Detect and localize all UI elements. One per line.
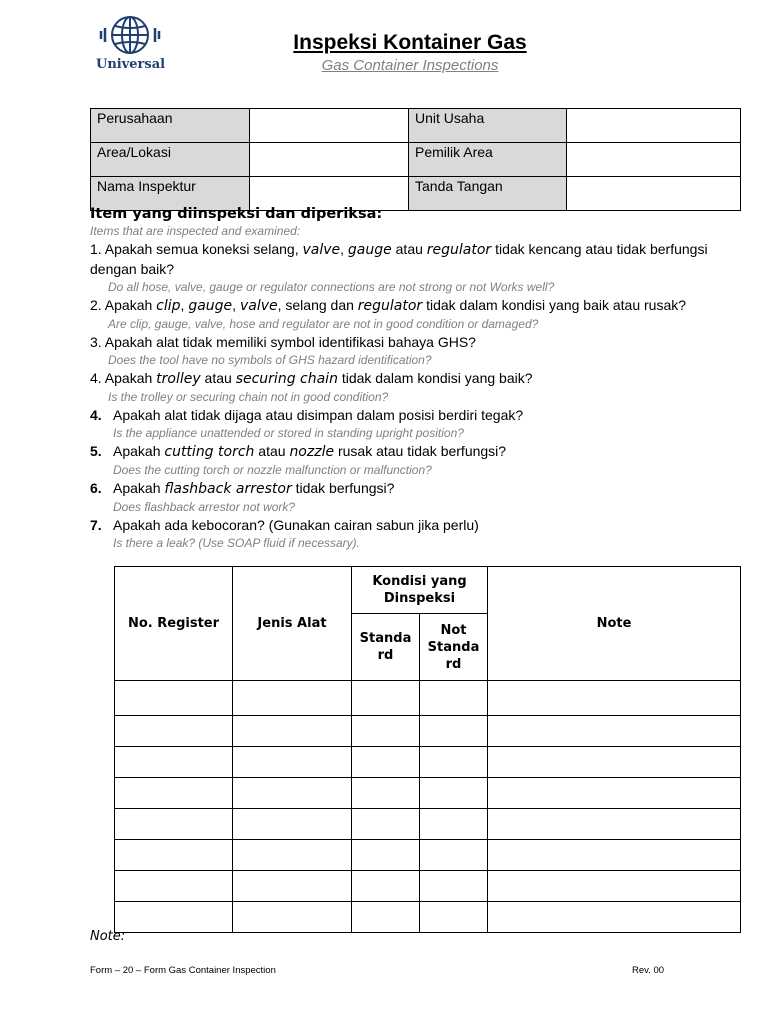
not-standard-cell[interactable] xyxy=(420,809,488,840)
label-unit-usaha: Unit Usaha xyxy=(409,109,567,143)
q-text: , xyxy=(232,297,240,313)
not-standard-cell[interactable] xyxy=(420,681,488,716)
pemilik-area-field[interactable] xyxy=(567,143,741,177)
table-header-row xyxy=(115,567,741,614)
page-subtitle: Gas Container Inspections xyxy=(321,57,499,74)
jenis-alat-cell[interactable] xyxy=(233,902,352,933)
q-term: gauge xyxy=(347,242,392,258)
question-8 xyxy=(90,516,740,535)
no-register-cell[interactable] xyxy=(115,778,233,809)
q-text: , selang dan xyxy=(277,297,358,313)
q-text: tidak dalam kondisi yang baik? xyxy=(337,370,533,386)
no-register-cell[interactable] xyxy=(115,840,233,871)
col-note: Note xyxy=(488,567,741,681)
standard-cell[interactable] xyxy=(352,809,420,840)
section-title: Item yang diinspeksi dan diperiksa: xyxy=(90,206,383,222)
table-row xyxy=(115,716,741,747)
area-lokasi-field[interactable] xyxy=(250,143,409,177)
jenis-alat-cell[interactable] xyxy=(233,809,352,840)
q-term: valve xyxy=(239,298,278,314)
question-3: 3. Apakah alat tidak memiliki symbol identifikasi bahaya GHS? xyxy=(90,334,476,350)
q-term: trolley xyxy=(156,371,201,387)
table-row xyxy=(115,681,741,716)
col-not-standard: Not Standa rd xyxy=(420,614,488,681)
q-text: atau xyxy=(391,241,427,257)
unit-usaha-field[interactable] xyxy=(567,109,741,143)
col-kondisi: Kondisi yang Dinspeksi xyxy=(352,567,488,614)
q-text: tidak dalam kondisi yang baik atau rusak? xyxy=(422,297,687,313)
note-cell[interactable] xyxy=(488,809,741,840)
table-row xyxy=(115,840,741,871)
note-cell[interactable] xyxy=(488,871,741,902)
standard-cell[interactable] xyxy=(352,871,420,902)
jenis-alat-cell[interactable] xyxy=(233,716,352,747)
table-row xyxy=(115,778,741,809)
label-pemilik-area: Pemilik Area xyxy=(409,143,567,177)
question-3-translation: Does the tool have no symbols of GHS hazard identification? xyxy=(108,353,432,367)
not-standard-cell[interactable] xyxy=(420,716,488,747)
note-cell[interactable] xyxy=(488,778,741,809)
not-standard-cell[interactable] xyxy=(420,778,488,809)
no-register-cell[interactable] xyxy=(115,902,233,933)
inspection-items xyxy=(90,205,740,552)
q-text: 2. Apakah xyxy=(90,297,157,313)
q-term: valve xyxy=(302,242,341,258)
col-standard: Standa rd xyxy=(352,614,420,681)
note-cell[interactable] xyxy=(488,902,741,933)
question-5-translation: Is the appliance unattended or stored in standing upright position? xyxy=(113,426,464,440)
jenis-alat-cell[interactable] xyxy=(233,871,352,902)
label-tanda-tangan: Tanda Tangan xyxy=(409,177,567,211)
table-row xyxy=(115,809,741,840)
q-text: rusak atau tidak berfungsi? xyxy=(334,443,507,459)
logo-text: Universal xyxy=(96,57,166,72)
jenis-alat-cell[interactable] xyxy=(233,840,352,871)
q-term: securing chain xyxy=(235,371,338,387)
jenis-alat-cell[interactable] xyxy=(233,681,352,716)
q-text: Apakah xyxy=(113,480,165,496)
note-label: Note: xyxy=(90,929,126,944)
q-term: flashback arrestor xyxy=(164,481,292,497)
standard-cell[interactable] xyxy=(352,716,420,747)
question-2-translation: Are clip, gauge, valve, hose and regulator are not in good condition or damaged? xyxy=(108,317,539,331)
q-text: 1. Apakah semua koneksi selang, xyxy=(90,241,303,257)
question-4 xyxy=(90,369,740,389)
question-4-translation: Is the trolley or securing chain not in good condition? xyxy=(108,390,389,404)
q-text: Apakah xyxy=(113,443,165,459)
no-register-cell[interactable] xyxy=(115,716,233,747)
footer-revision: Rev. 00 xyxy=(632,965,665,976)
q-text: , xyxy=(180,297,189,313)
no-register-cell[interactable] xyxy=(115,809,233,840)
question-1-translation: Do all hose, valve, gauge or regulator connections are not strong or not Works well? xyxy=(108,280,555,294)
note-cell[interactable] xyxy=(488,840,741,871)
no-register-cell[interactable] xyxy=(115,681,233,716)
q-term: regulator xyxy=(426,242,492,258)
q-term: nozzle xyxy=(289,444,335,460)
table-row xyxy=(115,902,741,933)
col-jenis-alat: Jenis Alat xyxy=(233,567,352,681)
q-number: 5. xyxy=(90,443,102,459)
table-row xyxy=(91,109,741,143)
q-term: cutting torch xyxy=(164,444,255,460)
not-standard-cell[interactable] xyxy=(420,747,488,778)
q-text: tidak berfungsi? xyxy=(291,480,395,496)
register-table xyxy=(114,566,741,933)
q-text: Apakah ada kebocoran? (Gunakan cairan sabun jika perlu) xyxy=(113,517,479,533)
q-number: 4. xyxy=(90,407,102,423)
note-cell[interactable] xyxy=(488,716,741,747)
info-table xyxy=(90,108,741,211)
question-7-translation: Does flashback arrestor not work? xyxy=(113,500,296,514)
standard-cell[interactable] xyxy=(352,747,420,778)
col-no-register: No. Register xyxy=(115,567,233,681)
q-number: 7. xyxy=(90,517,102,533)
no-register-cell[interactable] xyxy=(115,747,233,778)
note-cell[interactable] xyxy=(488,747,741,778)
not-standard-cell[interactable] xyxy=(420,840,488,871)
jenis-alat-cell[interactable] xyxy=(233,778,352,809)
table-row xyxy=(115,871,741,902)
label-nama-inspektur: Nama Inspektur xyxy=(91,177,250,211)
note-cell[interactable] xyxy=(488,681,741,716)
standard-cell[interactable] xyxy=(352,778,420,809)
q-text: Apakah alat tidak dijaga atau disimpan dalam posisi berdiri tegak? xyxy=(113,407,524,423)
page-title: Inspeksi Kontainer Gas xyxy=(293,31,527,54)
table-row xyxy=(91,143,741,177)
label-perusahaan: Perusahaan xyxy=(91,109,250,143)
q-term: regulator xyxy=(357,298,423,314)
no-register-cell[interactable] xyxy=(115,871,233,902)
q-term: clip xyxy=(156,298,181,314)
standard-cell[interactable] xyxy=(352,840,420,871)
q-term: gauge xyxy=(188,298,233,314)
question-5 xyxy=(90,406,740,425)
question-6-translation: Does the cutting torch or nozzle malfunction or malfunction? xyxy=(113,463,432,477)
question-2 xyxy=(90,296,740,316)
q-text: atau xyxy=(254,443,290,459)
standard-cell[interactable] xyxy=(352,681,420,716)
table-row xyxy=(115,747,741,778)
question-1 xyxy=(90,240,740,279)
q-number: 6. xyxy=(90,480,102,496)
not-standard-cell[interactable] xyxy=(420,902,488,933)
question-8-translation: Is there a leak? (Use SOAP fluid if necessary). xyxy=(113,536,360,550)
perusahaan-field[interactable] xyxy=(250,109,409,143)
q-text: tidak kencang atau tidak berfungsi dengan baik? xyxy=(90,241,708,277)
jenis-alat-cell[interactable] xyxy=(233,747,352,778)
label-area-lokasi: Area/Lokasi xyxy=(91,143,250,177)
question-7 xyxy=(90,479,740,499)
q-text: 4. Apakah xyxy=(90,370,157,386)
footer-form-id: Form – 20 – Form Gas Container Inspection xyxy=(90,965,276,976)
q-text: , xyxy=(340,241,348,257)
q-text: atau xyxy=(200,370,236,386)
section-subtitle: Items that are inspected and examined: xyxy=(90,224,301,238)
question-6 xyxy=(90,442,740,462)
not-standard-cell[interactable] xyxy=(420,871,488,902)
standard-cell[interactable] xyxy=(352,902,420,933)
